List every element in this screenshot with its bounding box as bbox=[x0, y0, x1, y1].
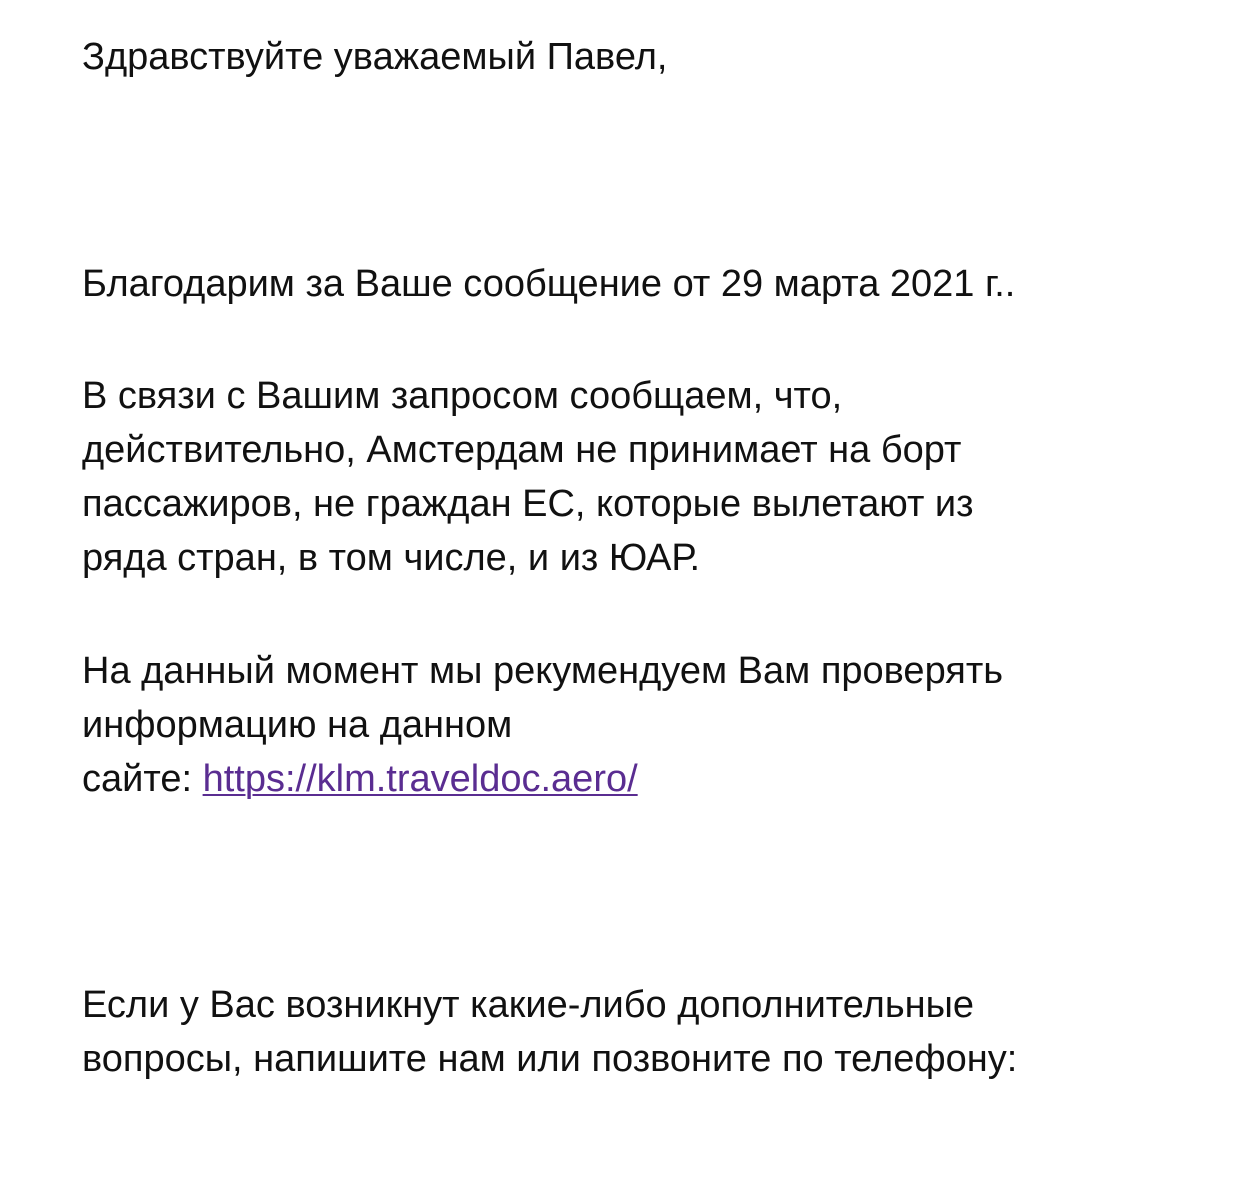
request-response-paragraph bbox=[82, 369, 974, 585]
paragraph-line: действительно, Амстердам не принимает на борт bbox=[82, 429, 962, 471]
paragraph-line-with-link bbox=[82, 752, 1003, 806]
paragraph-line: вопросы, напишите нам или позвоните по телефону: bbox=[82, 1038, 1018, 1080]
paragraph-line: информацию на данном bbox=[82, 704, 513, 746]
paragraph-line: ряда стран, в том числе, и из ЮАР. bbox=[82, 537, 701, 579]
greeting-paragraph bbox=[82, 30, 667, 84]
paragraph-line: пассажиров, не граждан ЕС, которые вылетают из bbox=[82, 483, 974, 525]
paragraph-line: В связи с Вашим запросом сообщаем, что, bbox=[82, 375, 843, 417]
recommendation-paragraph bbox=[82, 644, 1003, 806]
traveldoc-link[interactable]: https://klm.traveldoc.aero/ bbox=[202, 758, 638, 800]
site-label: сайте: bbox=[82, 758, 203, 800]
greeting-text: Здравствуйте уважаемый Павел, bbox=[82, 36, 668, 78]
contact-paragraph bbox=[82, 978, 1017, 1086]
paragraph-line: Если у Вас возникнут какие-либо дополнительные bbox=[82, 984, 975, 1026]
thanks-text: Благодарим за Ваше сообщение от 29 марта 2021 г.. bbox=[82, 263, 1016, 305]
paragraph-line: На данный момент мы рекумендуем Вам проверять bbox=[82, 650, 1004, 692]
thanks-paragraph bbox=[82, 257, 1015, 311]
